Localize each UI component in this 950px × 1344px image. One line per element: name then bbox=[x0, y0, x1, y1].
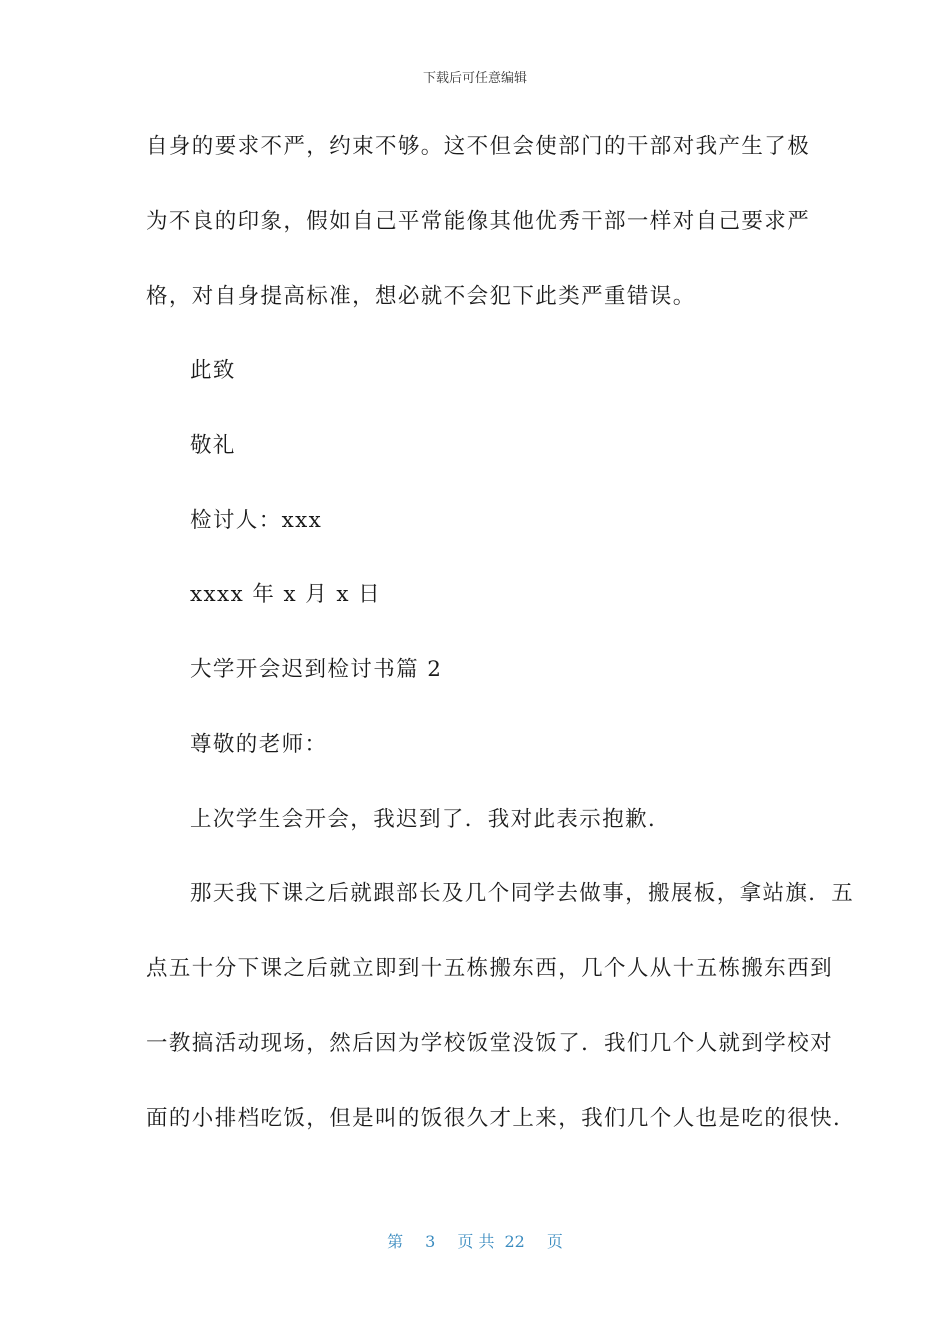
paragraph-line: 点五十分下课之后就立即到十五栋搬东西，几个人从十五栋搬东西到 bbox=[146, 956, 834, 981]
paragraph-line: 面的小排档吃饭，但是叫的饭很久才上来，我们几个人也是吃的很快． bbox=[146, 1106, 856, 1131]
closing-regards: 敬礼 bbox=[190, 433, 236, 458]
footer-total-pages: 22 bbox=[504, 1232, 525, 1251]
paragraph-line: 格，对自身提高标准，想必就不会犯下此类严重错误。 bbox=[146, 284, 696, 309]
closing-salutation: 此致 bbox=[190, 358, 236, 383]
page-footer bbox=[0, 1229, 950, 1252]
footer-page-number: 3 bbox=[425, 1232, 436, 1251]
page-header-note: 下载后可任意编辑 bbox=[422, 71, 527, 86]
signature-date: xxxx 年 x 月 x 日 bbox=[190, 582, 382, 607]
paragraph-line: 为不良的印象，假如自己平常能像其他优秀干部一样对自己要求严 bbox=[146, 209, 811, 234]
paragraph-line: 那天我下课之后就跟部长及几个同学去做事，搬展板，拿站旗．五 bbox=[190, 881, 855, 906]
footer-middle: 页 共 bbox=[457, 1232, 495, 1251]
section-title: 大学开会迟到检讨书篇 2 bbox=[190, 657, 443, 682]
greeting: 尊敬的老师： bbox=[190, 732, 328, 757]
paragraph-line: 自身的要求不严，约束不够。这不但会使部门的干部对我产生了极 bbox=[146, 134, 811, 159]
paragraph-line: 上次学生会开会，我迟到了．我对此表示抱歉． bbox=[190, 807, 671, 832]
footer-suffix: 页 bbox=[546, 1232, 563, 1251]
signature-name: 检讨人：xxx bbox=[190, 508, 323, 533]
paragraph-line: 一教搞活动现场，然后因为学校饭堂没饭了．我们几个人就到学校对 bbox=[146, 1031, 834, 1056]
footer-prefix: 第 bbox=[387, 1232, 404, 1251]
